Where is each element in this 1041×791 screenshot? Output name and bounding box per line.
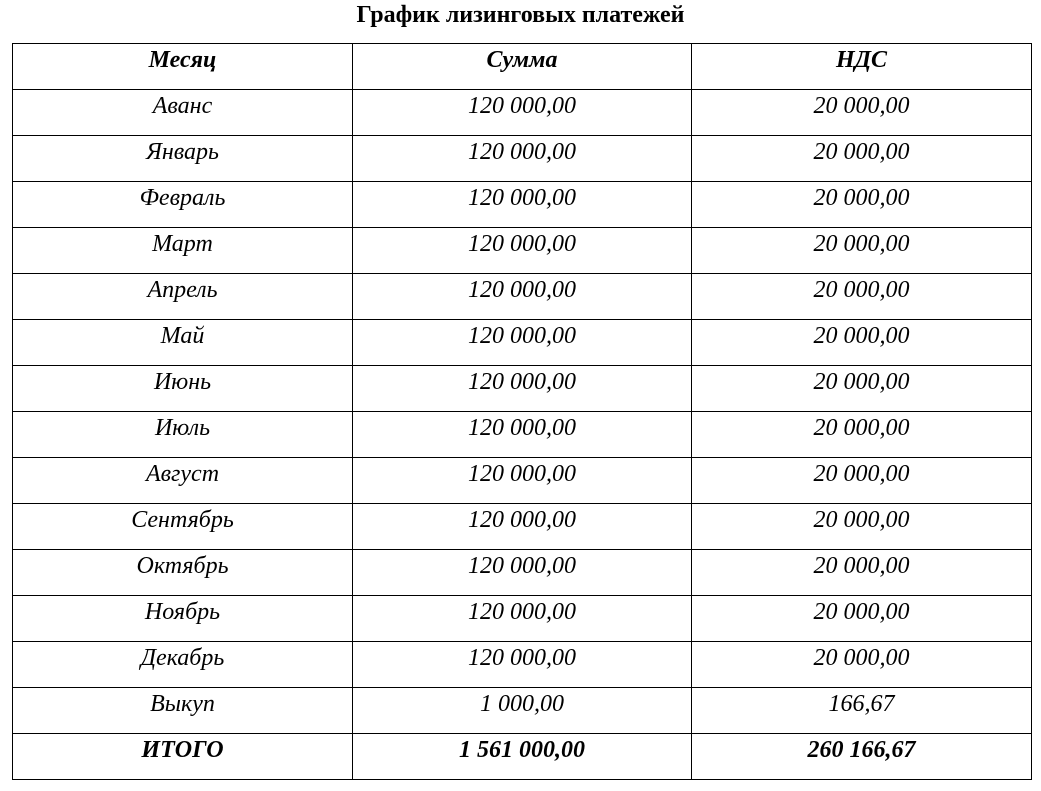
amount-cell: 120 000,00	[353, 412, 692, 458]
table-row	[13, 366, 1032, 412]
month-cell: Выкуп	[13, 688, 353, 734]
month-cell: Апрель	[13, 274, 353, 320]
total-row	[13, 734, 1032, 780]
vat-cell: 166,67	[692, 688, 1032, 734]
table-header-row	[13, 44, 1032, 90]
total-label-cell: ИТОГО	[13, 734, 353, 780]
vat-cell: 20 000,00	[692, 458, 1032, 504]
amount-cell: 120 000,00	[353, 504, 692, 550]
amount-cell: 120 000,00	[353, 274, 692, 320]
total-vat-cell: 260 166,67	[692, 734, 1032, 780]
amount-cell: 120 000,00	[353, 228, 692, 274]
month-cell: Май	[13, 320, 353, 366]
month-cell: Март	[13, 228, 353, 274]
vat-cell: 20 000,00	[692, 90, 1032, 136]
month-cell: Аванс	[13, 90, 353, 136]
table-row	[13, 596, 1032, 642]
vat-cell: 20 000,00	[692, 550, 1032, 596]
month-cell: Январь	[13, 136, 353, 182]
column-header-month: Месяц	[13, 44, 353, 90]
amount-cell: 120 000,00	[353, 550, 692, 596]
table-row	[13, 90, 1032, 136]
amount-cell: 120 000,00	[353, 366, 692, 412]
month-cell: Июнь	[13, 366, 353, 412]
column-header-vat: НДС	[692, 44, 1032, 90]
table-row	[13, 136, 1032, 182]
table-row	[13, 458, 1032, 504]
table-row	[13, 550, 1032, 596]
vat-cell: 20 000,00	[692, 228, 1032, 274]
amount-cell: 120 000,00	[353, 136, 692, 182]
table-row	[13, 504, 1032, 550]
amount-cell: 120 000,00	[353, 642, 692, 688]
vat-cell: 20 000,00	[692, 366, 1032, 412]
table-row	[13, 412, 1032, 458]
column-header-amount: Сумма	[353, 44, 692, 90]
vat-cell: 20 000,00	[692, 182, 1032, 228]
table-row	[13, 320, 1032, 366]
vat-cell: 20 000,00	[692, 596, 1032, 642]
vat-cell: 20 000,00	[692, 274, 1032, 320]
month-cell: Декабрь	[13, 642, 353, 688]
amount-cell: 1 000,00	[353, 688, 692, 734]
month-cell: Сентябрь	[13, 504, 353, 550]
vat-cell: 20 000,00	[692, 136, 1032, 182]
month-cell: Ноябрь	[13, 596, 353, 642]
amount-cell: 120 000,00	[353, 182, 692, 228]
table-row	[13, 688, 1032, 734]
table-row	[13, 182, 1032, 228]
vat-cell: 20 000,00	[692, 320, 1032, 366]
amount-cell: 120 000,00	[353, 596, 692, 642]
leasing-payment-table	[12, 43, 1032, 780]
page-title: График лизинговых платежей	[356, 2, 685, 28]
vat-cell: 20 000,00	[692, 412, 1032, 458]
month-cell: Август	[13, 458, 353, 504]
month-cell: Июль	[13, 412, 353, 458]
month-cell: Февраль	[13, 182, 353, 228]
vat-cell: 20 000,00	[692, 504, 1032, 550]
table-row	[13, 274, 1032, 320]
amount-cell: 120 000,00	[353, 458, 692, 504]
amount-cell: 120 000,00	[353, 320, 692, 366]
amount-cell: 120 000,00	[353, 90, 692, 136]
table-row	[13, 642, 1032, 688]
vat-cell: 20 000,00	[692, 642, 1032, 688]
month-cell: Октябрь	[13, 550, 353, 596]
table-row	[13, 228, 1032, 274]
total-amount-cell: 1 561 000,00	[353, 734, 692, 780]
